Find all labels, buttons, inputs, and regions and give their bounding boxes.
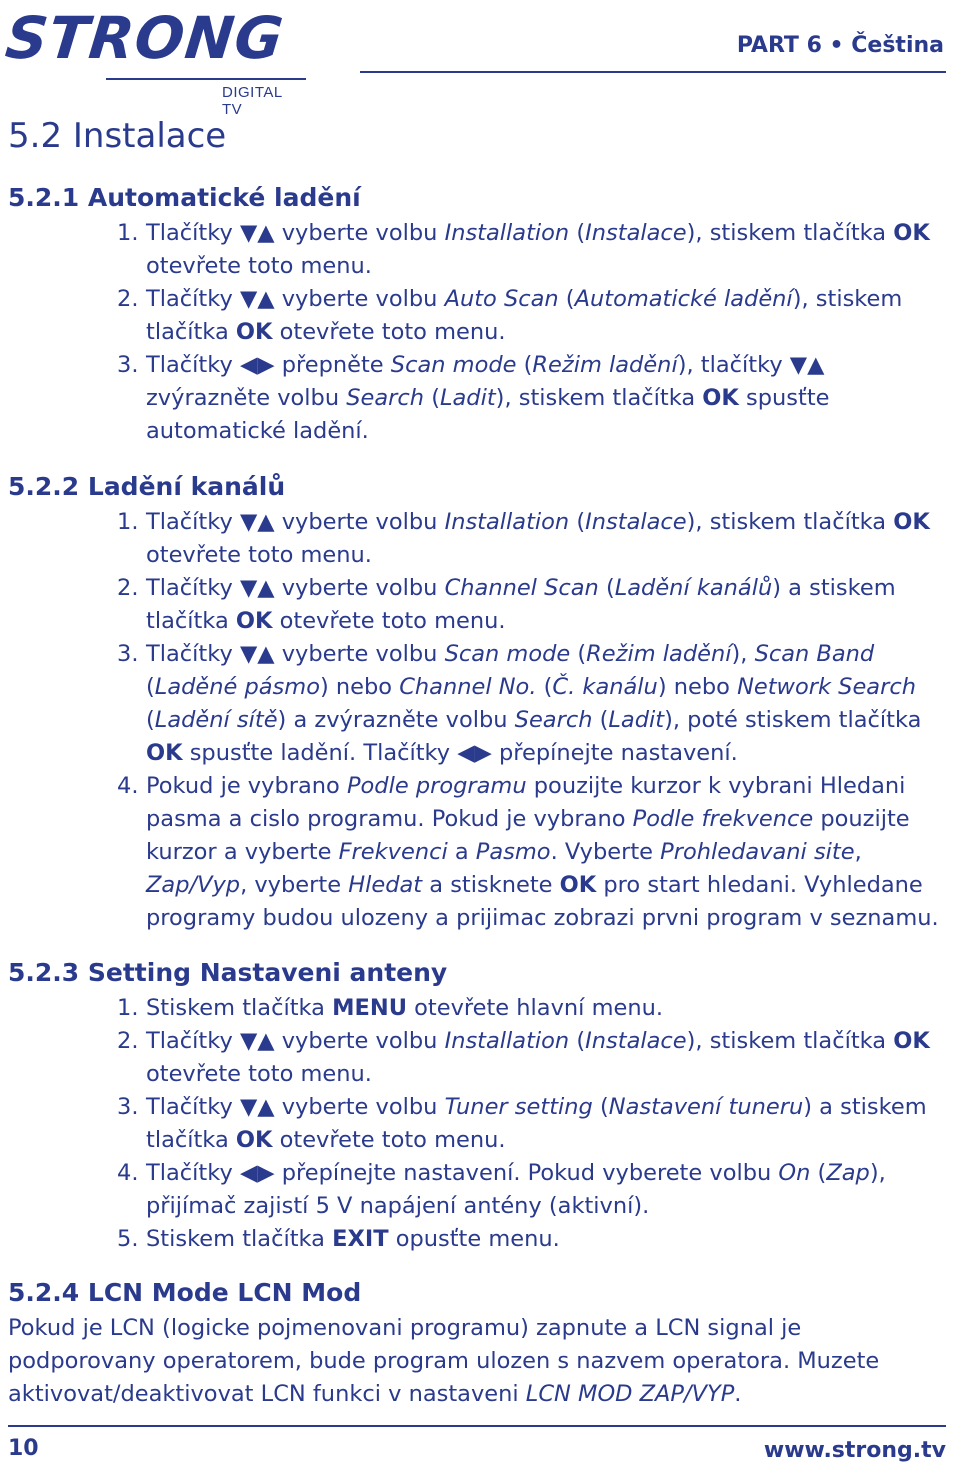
arrows-up-down-icon: ▼▲ bbox=[239, 1094, 275, 1120]
auto-scan-steps bbox=[117, 217, 947, 448]
item-text: Tlačítky ▼▲ vyberte volbu Channel Scan (Ladění kanálů) a stiskem tlačítka OK otevřete toto menu. bbox=[146, 575, 896, 634]
item-text: Tlačítky ◀▶ přepněte Scan mode (Režim ladění), tlačítky ▼▲ zvýrazněte volbu Search (Ladit), stiskem tlačítka OK spusťte automatické ladění. bbox=[146, 352, 830, 444]
item-number: 5. bbox=[117, 1226, 139, 1252]
item-number: 1. bbox=[117, 995, 139, 1021]
list-item bbox=[117, 1025, 947, 1091]
arrows-up-down-icon: ▼▲ bbox=[239, 575, 275, 601]
antenna-setting-steps bbox=[117, 992, 947, 1256]
list-item bbox=[117, 1091, 947, 1157]
item-number: 3. bbox=[117, 1094, 139, 1120]
header-divider bbox=[360, 71, 946, 73]
item-number: 2. bbox=[117, 286, 139, 312]
item-number: 1. bbox=[117, 220, 139, 246]
arrows-up-down-icon: ▼▲ bbox=[239, 1028, 275, 1054]
list-item bbox=[117, 1223, 947, 1256]
subsection-title-channel-scan: 5.2.2 Ladění kanálů bbox=[8, 472, 286, 501]
item-text: Tlačítky ▼▲ vyberte volbu Scan mode (Režim ladění), Scan Band (Laděné pásmo) nebo Channel No. (Č. kanálu) nebo Network Search (Ladění sítě) a zvýrazněte volbu Search (Ladit), poté stiskem tlačítka OK spusťte ladění. Tlačítky ◀▶ přepínejte nastavení. bbox=[146, 641, 922, 766]
footer-divider bbox=[8, 1425, 946, 1427]
item-text: Tlačítky ▼▲ vyberte volbu Installation (Instalace), stiskem tlačítka OK otevřete toto menu. bbox=[146, 220, 930, 279]
logo-wordmark: STRONG bbox=[2, 4, 288, 72]
item-number: 1. bbox=[117, 509, 139, 535]
item-text: Tlačítky ▼▲ vyberte volbu Tuner setting (Nastavení tuneru) a stiskem tlačítka OK otevřete toto menu. bbox=[146, 1094, 927, 1153]
page-number: 10 bbox=[8, 1436, 39, 1461]
item-number: 2. bbox=[117, 575, 139, 601]
logo-underline bbox=[106, 78, 306, 80]
arrows-up-down-icon: ▼▲ bbox=[239, 220, 275, 246]
item-number: 4. bbox=[117, 773, 139, 799]
arrows-left-right-icon: ◀▶ bbox=[457, 740, 492, 766]
item-text: Tlačítky ▼▲ vyberte volbu Installation (Instalace), stiskem tlačítka OK otevřete toto menu. bbox=[146, 509, 930, 568]
item-text: Tlačítky ▼▲ vyberte volbu Auto Scan (Automatické ladění), stiskem tlačítka OK otevřete toto menu. bbox=[146, 286, 903, 345]
list-item bbox=[117, 992, 947, 1025]
item-number: 3. bbox=[117, 641, 139, 667]
subsection-title-antenna-setting: 5.2.3 Setting Nastaveni anteny bbox=[8, 958, 448, 987]
website-link[interactable]: www.strong.tv bbox=[763, 1438, 946, 1463]
list-item bbox=[117, 506, 947, 572]
item-text: Tlačítky ▼▲ vyberte volbu Installation (Instalace), stiskem tlačítka OK otevřete toto menu. bbox=[146, 1028, 930, 1087]
item-number: 3. bbox=[117, 352, 139, 378]
item-text: Stiskem tlačítka MENU otevřete hlavní menu. bbox=[146, 995, 664, 1021]
arrows-up-down-icon: ▼▲ bbox=[239, 286, 275, 312]
strong-logo bbox=[2, 4, 306, 118]
arrows-left-right-icon: ◀▶ bbox=[239, 352, 275, 378]
list-item bbox=[117, 1157, 947, 1223]
subsection-title-auto-scan: 5.2.1 Automatické ladění bbox=[8, 183, 361, 212]
arrows-up-down-icon: ▼▲ bbox=[239, 509, 275, 535]
list-item bbox=[117, 283, 947, 349]
part-label: PART 6 • Čeština bbox=[736, 33, 944, 58]
channel-scan-steps bbox=[117, 506, 947, 935]
item-text: Stiskem tlačítka EXIT opusťte menu. bbox=[146, 1226, 560, 1252]
list-item bbox=[117, 349, 947, 448]
item-text: Tlačítky ◀▶ přepínejte nastavení. Pokud vyberete volbu On (Zap), přijímač zajistí 5 V napájení antény (aktivní). bbox=[146, 1160, 886, 1219]
lcn-paragraph: Pokud je LCN (logicke pojmenovani programu) zapnute a LCN signal je podporovany operatorem, bude program ulozen s nazvem operatora. Muzete aktivovat/deaktivovat LCN funkci v nastaveni LCN MOD ZAP/VYP. bbox=[8, 1315, 880, 1407]
logo-subtitle: DIGITAL TV bbox=[222, 84, 283, 118]
arrows-left-right-icon: ◀▶ bbox=[239, 1160, 275, 1186]
list-item bbox=[117, 217, 947, 283]
item-number: 2. bbox=[117, 1028, 139, 1054]
item-number: 4. bbox=[117, 1160, 139, 1186]
list-item bbox=[117, 638, 947, 770]
list-item bbox=[117, 572, 947, 638]
subsection-title-lcn-mode: 5.2.4 LCN Mode LCN Mod bbox=[8, 1278, 362, 1307]
arrows-up-down-icon: ▼▲ bbox=[789, 352, 825, 378]
list-item bbox=[117, 770, 947, 935]
item-text: Pokud je vybrano Podle programu pouzijte kurzor k vybrani Hledani pasma a cislo programu. Pokud je vybrano Podle frekvence pouzijte kurzor a vyberte Frekvenci a Pasmo. Vyberte Prohledavani site, Zap/Vyp, vyberte Hledat a stisknete OK pro start hledani. Vyhledane programy budou ulozeny a prijimac zobrazi prvni program v seznamu. bbox=[146, 773, 939, 931]
arrows-up-down-icon: ▼▲ bbox=[239, 641, 275, 667]
section-title: 5.2 Instalace bbox=[8, 116, 227, 156]
